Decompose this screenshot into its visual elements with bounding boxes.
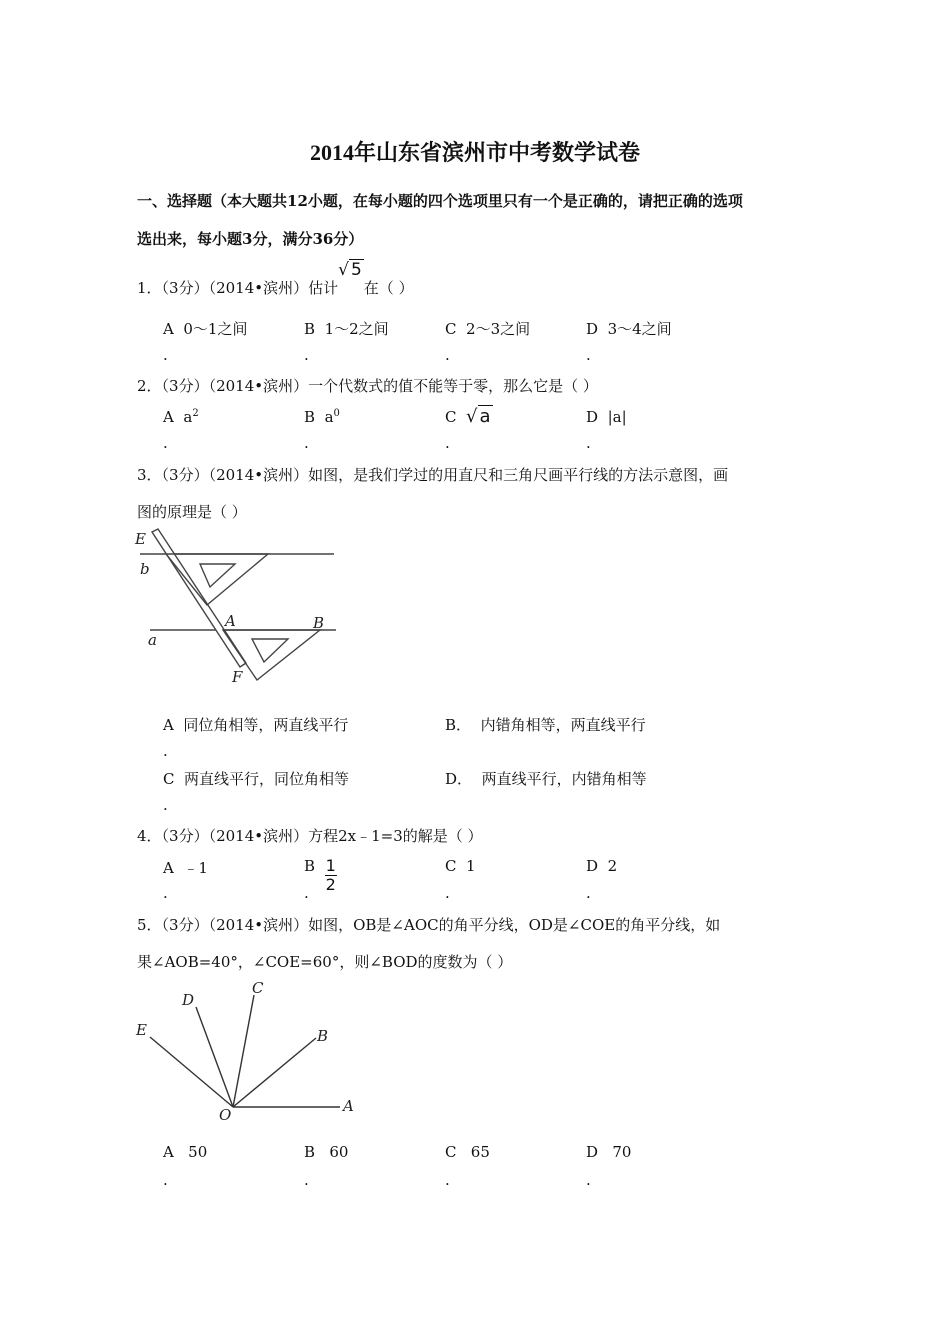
option-letter: A <box>163 1143 174 1161</box>
question-text: （3分）（2014•滨州）如图，是我们学过的用直尺和三角尺画平行线的方法示意图，画 <box>161 466 729 484</box>
option-letter: D <box>586 1143 599 1161</box>
option-a[interactable] <box>163 714 348 735</box>
label-e: E <box>135 530 146 548</box>
option-dot: . <box>304 884 309 902</box>
option-dot: . <box>304 346 309 364</box>
fraction <box>325 857 337 894</box>
option-d[interactable] <box>445 768 647 789</box>
question-5-line2: 果∠AOB=40°，∠COE=60°，则∠BOD的度数为（ ） <box>137 953 513 971</box>
option-letter: C <box>445 857 457 875</box>
option-text: 50 <box>188 1143 208 1161</box>
option-dot: . <box>586 346 591 364</box>
option-c[interactable] <box>445 857 476 875</box>
option-dot: . <box>445 434 450 452</box>
option-dot: . <box>163 346 168 364</box>
option-letter: A <box>163 408 174 426</box>
option-text: 65 <box>470 1143 490 1161</box>
question-text: （3分）（2014•滨州）方程2x﹣1=3的解是（ ） <box>161 827 483 845</box>
label-d: D <box>182 991 195 1009</box>
option-base: a <box>324 408 334 426</box>
option-letter: A <box>163 716 174 734</box>
question-3-line2: 图的原理是（ ） <box>137 503 247 521</box>
option-text: 70 <box>612 1143 632 1161</box>
option-dot: . <box>163 796 168 814</box>
fraction-numerator: 1 <box>325 856 336 875</box>
option-dot: . <box>445 884 450 902</box>
option-d[interactable] <box>586 318 672 339</box>
option-text: 3～4之间 <box>607 320 672 338</box>
option-text: ﹣1 <box>183 859 208 877</box>
option-text: 0～1之间 <box>183 320 248 338</box>
option-b[interactable] <box>304 318 389 339</box>
label-e: E <box>136 1021 147 1039</box>
option-dot: . <box>163 434 168 452</box>
sqrt-expression: √ a <box>466 406 491 427</box>
option-c[interactable] <box>445 406 493 427</box>
page-title: 2014年山东省滨州市中考数学试卷 <box>309 140 640 165</box>
label-b: B <box>317 1027 329 1045</box>
option-a[interactable] <box>163 408 199 426</box>
option-exponent: 0 <box>333 408 340 419</box>
option-letter: B <box>304 857 316 875</box>
question-text: （3分）（2014•滨州）估计 <box>161 279 339 297</box>
question-number: 3． <box>137 466 162 484</box>
option-text: 两直线平行，内错角相等 <box>481 770 647 788</box>
question-3-line1 <box>137 464 728 485</box>
option-dot: . <box>586 884 591 902</box>
radicand: 5 <box>350 260 362 280</box>
option-dot: . <box>304 1171 309 1189</box>
option-letter: D <box>586 408 599 426</box>
option-exponent: 2 <box>192 408 199 419</box>
question-number: 4． <box>137 827 162 845</box>
option-c[interactable] <box>163 768 349 789</box>
option-text: |a| <box>607 408 627 426</box>
option-c[interactable] <box>445 318 530 339</box>
upper-triangle-hole <box>200 564 235 587</box>
option-dot: . <box>163 884 168 902</box>
option-text: 1 <box>466 857 476 875</box>
angle-bisector-figure <box>130 975 370 1130</box>
option-letter: D． <box>445 770 473 788</box>
option-dot: . <box>163 742 168 760</box>
upper-triangle <box>166 554 268 605</box>
radicand: a <box>479 406 491 427</box>
option-letter: C <box>445 1143 457 1161</box>
option-text: 1～2之间 <box>324 320 389 338</box>
option-b[interactable] <box>445 714 646 735</box>
question-text: （3分）（2014•滨州）一个代数式的值不能等于零，那么它是（ ） <box>161 377 598 395</box>
ruler-triangle-figure <box>130 525 350 690</box>
option-dot: . <box>586 434 591 452</box>
option-letter: B <box>304 408 316 426</box>
option-b[interactable] <box>304 857 337 894</box>
option-text: 同位角相等，两直线平行 <box>183 716 349 734</box>
question-5-line1 <box>137 914 720 935</box>
question-4 <box>137 825 483 846</box>
label-a: a <box>148 631 157 649</box>
ray-ob <box>233 1038 316 1107</box>
option-d[interactable] <box>586 408 627 426</box>
label-c: C <box>252 979 264 997</box>
option-dot: . <box>163 1171 168 1189</box>
option-d[interactable] <box>586 1143 631 1161</box>
option-text: 内错角相等，两直线平行 <box>480 716 646 734</box>
label-f: F <box>232 668 243 686</box>
option-dot: . <box>304 434 309 452</box>
question-2 <box>137 375 598 396</box>
ruler-shape <box>152 529 246 667</box>
option-letter: A <box>163 320 174 338</box>
label-a: A <box>343 1097 354 1115</box>
label-upper-b: B <box>313 614 325 632</box>
question-text-end: 在（ ） <box>363 279 414 297</box>
option-dot: . <box>586 1171 591 1189</box>
option-base: a <box>183 408 193 426</box>
question-number: 2． <box>137 377 162 395</box>
option-letter: C <box>163 770 175 788</box>
option-b[interactable] <box>304 1143 348 1161</box>
option-a[interactable] <box>163 1143 207 1161</box>
ray-oc <box>233 995 254 1107</box>
question-text: （3分）（2014•滨州）如图，OB是∠AOC的角平分线，OD是∠COE的角平分线，如 <box>161 916 721 934</box>
section-heading-line2: 选出来，每小题3分，满分36分） <box>137 230 364 248</box>
fraction-denominator: 2 <box>325 875 336 894</box>
option-c[interactable] <box>445 1143 490 1161</box>
option-letter: A <box>163 859 174 877</box>
option-letter: D <box>586 320 599 338</box>
option-letter: C <box>445 408 457 426</box>
option-letter: B <box>304 1143 316 1161</box>
option-a[interactable] <box>163 318 247 339</box>
question-number: 5． <box>137 916 162 934</box>
lower-triangle-hole <box>252 639 288 662</box>
option-b[interactable] <box>304 408 340 426</box>
label-o: O <box>219 1106 232 1124</box>
question-1 <box>137 260 414 298</box>
option-text: 2～3之间 <box>466 320 531 338</box>
option-a[interactable] <box>163 857 208 878</box>
option-letter: D <box>586 857 599 875</box>
option-dot: . <box>445 1171 450 1189</box>
option-text: 两直线平行，同位角相等 <box>184 770 350 788</box>
option-letter: C <box>445 320 457 338</box>
option-dot: . <box>445 346 450 364</box>
option-text: 60 <box>329 1143 349 1161</box>
sqrt-expression: √ 5 <box>338 260 362 280</box>
question-number: 1． <box>137 279 162 297</box>
section-heading-line1: 一、选择题（本大题共12小题，在每小题的四个选项里只有一个是正确的，请把正确的选项 <box>137 192 743 210</box>
option-letter: B． <box>445 716 472 734</box>
option-text: 2 <box>607 857 618 875</box>
label-b: b <box>140 560 150 578</box>
label-upper-a: A <box>225 612 236 630</box>
option-d[interactable] <box>586 857 617 875</box>
option-letter: B <box>304 320 316 338</box>
